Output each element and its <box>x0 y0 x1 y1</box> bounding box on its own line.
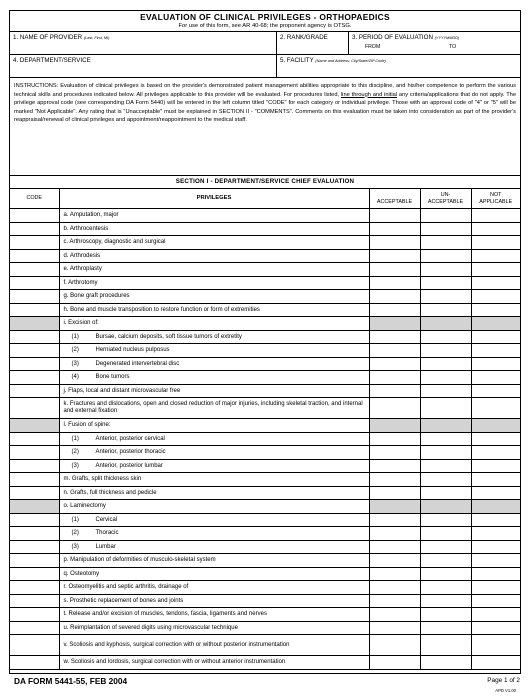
code-cell <box>10 500 59 514</box>
code-cell[interactable] <box>10 384 59 398</box>
acceptable-cell[interactable] <box>369 581 420 595</box>
code-cell[interactable] <box>10 303 59 317</box>
privilege-number: (1) <box>71 516 79 523</box>
privilege-label <box>59 263 369 277</box>
not-applicable-cell[interactable] <box>471 635 520 656</box>
privilege-label <box>59 303 369 317</box>
unacceptable-cell[interactable] <box>420 527 471 541</box>
privilege-label <box>59 398 369 419</box>
privilege-number: (1) <box>71 435 79 442</box>
privilege-number: (3) <box>71 543 79 550</box>
privilege-label <box>59 432 369 446</box>
privilege-text: Bone tumors <box>95 374 130 381</box>
code-cell[interactable] <box>10 594 59 608</box>
acceptable-cell[interactable] <box>369 357 420 371</box>
code-cell <box>10 419 59 433</box>
not-applicable-cell[interactable] <box>471 398 520 419</box>
instructions-text-1: INSTRUCTIONS: Evaluation of clinical privileges is based on the provider's demonstrated patient management abilities appropriate to this discipline, and his/her competence to perform the various technical skills and procedures indicated below. All privileges applicable to this provider will be evaluated. For procedures listed, <box>14 83 516 98</box>
privilege-label <box>59 500 369 514</box>
unacceptable-cell[interactable] <box>420 621 471 635</box>
not-applicable-cell[interactable] <box>471 446 520 460</box>
instructions-text-2: any criteria/applications that do not apply. The privilege approval code (see corresponding DA Form 5440) will be entered in the left column titled "CODE" for each category or individual privilege. Those with an approval code of "4" or "5" will be marked "Not Applicable". Any rating that is "Unacceptable" must be explained in SECTION II - "COMMENTS". Comments on this evaluation must be taken into consideration as part of the provider's reappraisal/renewal of clinical privileges and appointment/reappointment to the medical staff. <box>14 91 516 124</box>
not-applicable-cell[interactable] <box>471 581 520 595</box>
privilege-text: Anterior, posterior thoracic <box>95 449 166 456</box>
acceptable-cell[interactable] <box>369 290 420 304</box>
code-cell[interactable] <box>10 581 59 595</box>
form-number: DA FORM 5441-55, FEB 2004 <box>14 676 128 686</box>
privilege-text: u. Reimplantation of severed digits using microvascular technique <box>63 624 238 631</box>
department-label: 4. DEPARTMENT/SERVICE <box>13 57 91 64</box>
privilege-text: j. Flaps, local and distant microvascular free <box>63 387 181 394</box>
privilege-text: Bursae, calcium deposits, soft tissue tumors of extretity <box>95 333 242 340</box>
table-row <box>10 263 520 277</box>
not-applicable-cell <box>471 317 520 331</box>
facility-hint: (Name and Address: City/State/ZIP Code) <box>315 59 386 63</box>
unacceptable-cell[interactable] <box>420 554 471 568</box>
table-row <box>10 567 520 581</box>
code-cell[interactable] <box>10 656 59 670</box>
acceptable-cell[interactable] <box>369 446 420 460</box>
table-row <box>10 357 520 371</box>
privilege-label <box>59 581 369 595</box>
privilege-text: n. Grafts, full thickness and pedicle <box>63 489 157 496</box>
not-applicable-cell <box>471 500 520 514</box>
table-row <box>10 303 520 317</box>
privilege-text: e. Arthroplasty <box>63 266 102 273</box>
acceptable-cell[interactable] <box>369 263 420 277</box>
not-applicable-cell[interactable] <box>471 371 520 385</box>
acceptable-cell <box>369 317 420 331</box>
not-applicable-cell[interactable] <box>471 527 520 541</box>
code-cell[interactable] <box>10 432 59 446</box>
code-cell[interactable] <box>10 540 59 554</box>
table-row <box>10 384 520 398</box>
acceptable-cell[interactable] <box>369 594 420 608</box>
privilege-text: w. Scoliosis and lordosis, surgical correction with or without anterior instrumentation <box>63 659 286 666</box>
unacceptable-cell[interactable] <box>420 384 471 398</box>
acceptable-cell[interactable] <box>369 635 420 656</box>
code-cell[interactable] <box>10 459 59 473</box>
privilege-text: c. Arthroscopy, diagnostic and surgical <box>63 239 166 246</box>
table-row <box>10 581 520 595</box>
table-row <box>10 344 520 358</box>
privilege-text: b. Arthrocentesis <box>63 225 109 232</box>
not-applicable-cell[interactable] <box>471 540 520 554</box>
evaluation-form <box>9 10 521 674</box>
acceptable-cell[interactable] <box>369 554 420 568</box>
privilege-label <box>59 276 369 290</box>
not-applicable-cell[interactable] <box>471 303 520 317</box>
instructions-underlined: line through and initial <box>340 91 398 98</box>
table-row <box>10 317 520 331</box>
code-cell[interactable] <box>10 222 59 236</box>
code-cell[interactable] <box>10 209 59 223</box>
acceptable-cell[interactable] <box>369 567 420 581</box>
privilege-text: q. Osteotomy <box>63 570 100 577</box>
unacceptable-cell <box>420 419 471 433</box>
privilege-text: d. Arthrodesis <box>63 252 101 259</box>
table-row <box>10 500 520 514</box>
code-cell[interactable] <box>10 236 59 250</box>
acceptable-cell[interactable] <box>369 656 420 670</box>
not-applicable-cell[interactable] <box>471 473 520 487</box>
provider-name-label: 1. NAME OF PROVIDER <box>13 34 83 41</box>
privilege-text: f. Arthrotomy <box>63 279 98 286</box>
privilege-number: (2) <box>71 530 79 537</box>
not-applicable-cell[interactable] <box>471 432 520 446</box>
form-subtitle: For use of this form, see AR 40-68; the proponent agency is OTSG. <box>178 23 352 29</box>
unacceptable-cell[interactable] <box>420 209 471 223</box>
provider-name-field[interactable] <box>10 32 276 54</box>
privilege-number: (2) <box>71 449 79 456</box>
not-applicable-cell[interactable] <box>471 222 520 236</box>
unacceptable-cell[interactable] <box>420 581 471 595</box>
table-row <box>10 656 520 670</box>
section-title: SECTION I - DEPARTMENT/SERVICE CHIEF EVALUATION <box>10 176 520 189</box>
privilege-label <box>59 554 369 568</box>
privilege-label <box>59 236 369 250</box>
unacceptable-cell[interactable] <box>420 236 471 250</box>
privilege-text: Herniated nucleus pulposus <box>95 347 170 354</box>
privilege-text: r. Osteomyelitis and septic arthritis, drainage of <box>63 584 189 591</box>
table-row <box>10 635 520 656</box>
privilege-text: s. Prosthetic replacement of bones and joints <box>63 597 184 604</box>
privilege-label <box>59 344 369 358</box>
privileges-column-header: PRIVILEGES <box>59 189 369 209</box>
department-row <box>10 55 520 78</box>
privilege-number: (2) <box>71 347 79 354</box>
privilege-label <box>59 594 369 608</box>
privilege-label <box>59 621 369 635</box>
unacceptable-label-2: ACCEPTABLE <box>427 198 464 205</box>
acceptable-cell[interactable] <box>369 473 420 487</box>
privilege-label <box>59 473 369 487</box>
unacceptable-cell[interactable] <box>420 303 471 317</box>
to-label: TO <box>449 44 457 50</box>
table-row <box>10 209 520 223</box>
acceptable-cell[interactable] <box>369 303 420 317</box>
table-row <box>10 554 520 568</box>
not-applicable-cell[interactable] <box>471 513 520 527</box>
unacceptable-cell[interactable] <box>420 459 471 473</box>
form-version: APD V1.00 <box>495 688 516 693</box>
not-applicable-cell <box>471 419 520 433</box>
acceptable-cell[interactable] <box>369 249 420 263</box>
privilege-number: (1) <box>71 333 79 340</box>
not-applicable-cell[interactable] <box>471 656 520 670</box>
acceptable-cell[interactable] <box>369 371 420 385</box>
privilege-label <box>59 357 369 371</box>
acceptable-cell[interactable] <box>369 384 420 398</box>
table-row <box>10 222 520 236</box>
acceptable-cell[interactable] <box>369 527 420 541</box>
code-cell[interactable] <box>10 527 59 541</box>
unacceptable-cell <box>420 317 471 331</box>
privilege-number: (3) <box>71 462 79 469</box>
table-row <box>10 594 520 608</box>
not-applicable-cell[interactable] <box>471 594 520 608</box>
acceptable-cell[interactable] <box>369 209 420 223</box>
unacceptable-cell[interactable] <box>420 249 471 263</box>
not-applicable-cell[interactable] <box>471 209 520 223</box>
code-cell[interactable] <box>10 608 59 622</box>
facility-label: 5. FACILITY <box>280 57 314 64</box>
privilege-label <box>59 486 369 500</box>
acceptable-cell[interactable] <box>369 540 420 554</box>
privilege-text: t. Release and/or excision of muscles, tendons, fascia, ligaments and nerves <box>63 611 267 618</box>
unacceptable-cell[interactable] <box>420 371 471 385</box>
privilege-text: Anterior, posterior lumbar <box>95 462 163 469</box>
unacceptable-cell[interactable] <box>420 446 471 460</box>
code-cell[interactable] <box>10 446 59 460</box>
not-applicable-cell[interactable] <box>471 357 520 371</box>
from-label: FROM <box>365 44 381 50</box>
code-cell[interactable] <box>10 357 59 371</box>
privilege-text: o. Laminectomy <box>63 503 106 510</box>
privilege-text: v. Scoliosis and kyphosis, surgical correction with or without posterior instrumentation <box>63 641 290 648</box>
not-applicable-cell[interactable] <box>471 486 520 500</box>
rank-grade-label: 2. RANK/GRADE <box>280 34 328 41</box>
privilege-label <box>59 635 369 656</box>
privilege-label <box>59 513 369 527</box>
privilege-text: h. Bone and muscle transposition to restore function or form of extremities <box>63 306 260 313</box>
acceptable-cell[interactable] <box>369 236 420 250</box>
privilege-label <box>59 249 369 263</box>
unacceptable-cell[interactable] <box>420 594 471 608</box>
period-hint: (YYYYMMDD) <box>434 36 460 40</box>
code-cell[interactable] <box>10 249 59 263</box>
table-row <box>10 527 520 541</box>
code-cell[interactable] <box>10 486 59 500</box>
code-cell[interactable] <box>10 371 59 385</box>
not-applicable-cell[interactable] <box>471 236 520 250</box>
unacceptable-label-1: UN- <box>440 192 451 198</box>
period-of-evaluation-field[interactable] <box>348 32 520 54</box>
unacceptable-cell[interactable] <box>420 608 471 622</box>
privilege-label <box>59 446 369 460</box>
acceptable-cell[interactable] <box>369 459 420 473</box>
code-cell[interactable] <box>10 344 59 358</box>
not-applicable-label-1: NOT <box>490 192 502 198</box>
not-applicable-cell[interactable] <box>471 276 520 290</box>
table-row <box>10 371 520 385</box>
code-cell[interactable] <box>10 276 59 290</box>
unacceptable-column-header <box>420 189 471 209</box>
table-row <box>10 486 520 500</box>
code-cell[interactable] <box>10 635 59 656</box>
privilege-text: l. Fusion of spine: <box>63 422 111 429</box>
privilege-label <box>59 317 369 331</box>
acceptable-cell[interactable] <box>369 621 420 635</box>
unacceptable-cell[interactable] <box>420 330 471 344</box>
code-cell[interactable] <box>10 554 59 568</box>
not-applicable-cell[interactable] <box>471 567 520 581</box>
unacceptable-cell[interactable] <box>420 222 471 236</box>
unacceptable-cell[interactable] <box>420 513 471 527</box>
not-applicable-cell[interactable] <box>471 344 520 358</box>
privilege-label <box>59 384 369 398</box>
unacceptable-cell[interactable] <box>420 432 471 446</box>
not-applicable-cell[interactable] <box>471 290 520 304</box>
period-label: 3. PERIOD OF EVALUATION <box>352 34 433 41</box>
table-row <box>10 276 520 290</box>
table-row <box>10 446 520 460</box>
unacceptable-cell[interactable] <box>420 473 471 487</box>
acceptable-cell <box>369 419 420 433</box>
code-cell[interactable] <box>10 263 59 277</box>
privilege-label <box>59 330 369 344</box>
unacceptable-cell[interactable] <box>420 567 471 581</box>
privilege-text: a. Amputation, major <box>63 212 119 219</box>
privilege-label <box>59 608 369 622</box>
code-cell[interactable] <box>10 473 59 487</box>
unacceptable-cell[interactable] <box>420 398 471 419</box>
unacceptable-cell[interactable] <box>420 263 471 277</box>
privilege-text: m. Grafts, split thickness skin <box>63 476 142 483</box>
code-column-header: CODE <box>10 189 59 209</box>
not-applicable-cell[interactable] <box>471 249 520 263</box>
table-header-row <box>10 189 520 209</box>
acceptable-cell[interactable] <box>369 330 420 344</box>
facility-field[interactable] <box>276 55 520 77</box>
acceptable-cell[interactable] <box>369 432 420 446</box>
code-cell[interactable] <box>10 567 59 581</box>
privilege-number: (3) <box>71 360 79 367</box>
privilege-text: Degenerated intervertebral disc <box>95 360 180 367</box>
privilege-label <box>59 371 369 385</box>
acceptable-cell[interactable] <box>369 513 420 527</box>
unacceptable-cell[interactable] <box>420 290 471 304</box>
not-applicable-cell[interactable] <box>471 608 520 622</box>
privilege-text: i. Excision of: <box>63 320 99 327</box>
privilege-text: Cervical <box>95 516 118 523</box>
acceptable-cell[interactable] <box>369 486 420 500</box>
rank-grade-field[interactable] <box>276 32 348 54</box>
privilege-text: g. Bone graft procedures <box>63 293 130 300</box>
privilege-label <box>59 540 369 554</box>
acceptable-column-header <box>369 189 420 209</box>
form-title: EVALUATION OF CLINICAL PRIVILEGES - ORTHOPAEDICS <box>140 12 390 22</box>
acceptable-cell[interactable] <box>369 276 420 290</box>
privilege-text: k. Fractures and dislocations, open and closed reduction of major injuries, including skeletal traction, and internal and external fixation <box>63 401 363 414</box>
privileges-table <box>10 189 520 670</box>
table-row <box>10 398 520 419</box>
privilege-label <box>59 222 369 236</box>
table-row <box>10 540 520 554</box>
privilege-text: Lumbar <box>95 543 116 550</box>
unacceptable-cell[interactable] <box>420 344 471 358</box>
privilege-number: (4) <box>71 374 79 381</box>
table-row <box>10 419 520 433</box>
unacceptable-cell[interactable] <box>420 486 471 500</box>
instructions <box>10 78 520 176</box>
privilege-label <box>59 290 369 304</box>
not-applicable-cell[interactable] <box>471 459 520 473</box>
table-row <box>10 459 520 473</box>
not-applicable-column-header <box>471 189 520 209</box>
not-applicable-cell[interactable] <box>471 330 520 344</box>
unacceptable-cell[interactable] <box>420 357 471 371</box>
acceptable-cell[interactable] <box>369 344 420 358</box>
privileges-table-body <box>10 209 520 670</box>
table-row <box>10 290 520 304</box>
code-cell[interactable] <box>10 513 59 527</box>
acceptable-cell[interactable] <box>369 398 420 419</box>
not-applicable-label-2: APPLICABLE <box>479 198 513 205</box>
privilege-label <box>59 656 369 670</box>
privilege-label <box>59 567 369 581</box>
acceptable-cell[interactable] <box>369 608 420 622</box>
code-cell <box>10 317 59 331</box>
unacceptable-cell[interactable] <box>420 276 471 290</box>
not-applicable-cell[interactable] <box>471 384 520 398</box>
table-row <box>10 330 520 344</box>
acceptable-cell <box>369 500 420 514</box>
privilege-label <box>59 419 369 433</box>
table-row <box>10 249 520 263</box>
privilege-label <box>59 459 369 473</box>
table-row <box>10 432 520 446</box>
table-row <box>10 236 520 250</box>
unacceptable-cell[interactable] <box>420 540 471 554</box>
not-applicable-cell[interactable] <box>471 621 520 635</box>
privilege-label <box>59 209 369 223</box>
privilege-text: Thoracic <box>95 530 119 537</box>
provider-row <box>10 32 520 55</box>
unacceptable-cell[interactable] <box>420 635 471 656</box>
code-cell[interactable] <box>10 621 59 635</box>
unacceptable-cell <box>420 500 471 514</box>
acceptable-cell[interactable] <box>369 222 420 236</box>
privilege-text: Anterior, posterior cervical <box>95 435 165 442</box>
code-cell[interactable] <box>10 330 59 344</box>
table-row <box>10 513 520 527</box>
page-number: Page 1 of 2 <box>487 677 520 684</box>
provider-name-hint: (Last, First, MI) <box>83 36 110 40</box>
privilege-text: p. Manipulation of deformities of musculo-skeletal system <box>63 557 216 564</box>
privilege-label <box>59 527 369 541</box>
unacceptable-cell[interactable] <box>420 656 471 670</box>
not-applicable-cell[interactable] <box>471 263 520 277</box>
form-header <box>10 11 520 32</box>
acceptable-label: ACCEPTABLE <box>376 198 413 205</box>
not-applicable-cell[interactable] <box>471 554 520 568</box>
code-cell[interactable] <box>10 290 59 304</box>
department-service-field[interactable] <box>10 55 276 77</box>
table-row <box>10 473 520 487</box>
table-row <box>10 608 520 622</box>
code-cell[interactable] <box>10 398 59 419</box>
table-row <box>10 621 520 635</box>
